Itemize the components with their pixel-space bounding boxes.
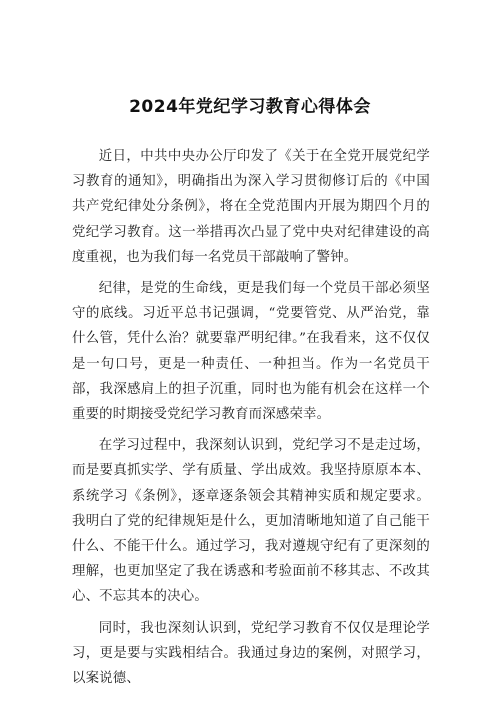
paragraph-4: 同时，我也深刻认识到，党纪学习教育不仅仅是理论学习，更是要与实践相结合。我通过身边的案例，对照学习，以案说德、 <box>72 620 430 687</box>
paragraph-3: 在学习过程中，我深刻认识到，党纪学习不是走过场，而是要真抓实学、学有质量、学出成效。我坚持原原本本、系统学习《条例》，逐章逐条领会其精神实质和规定要求。我明白了党的纪律规矩是什么，更加清晰地知道了自己能干什么、不能干什么。通过学习，我对遵规守纪有了更深刻的理解，也更加坚定了我在诱惑和考验面前不移其志、不改其心、不忘其本的决心。 <box>72 438 430 605</box>
document-body <box>72 144 430 697</box>
document-title: 2024年党纪学习教育心得体会 <box>129 97 371 117</box>
paragraph-2: 纪律，是党的生命线，更是我们每一个党员干部必须坚守的底线。习近平总书记强调，“党要管党、从严治党，靠什么管，凭什么治？就要靠严明纪律。”在我看来，这不仅仅是一句口号，更是一种责任、一种担当。作为一名党员干部，我深感肩上的担子沉重，同时也为能有机会在这样一个重要的时期接受党纪学习教育而深感荣幸。 <box>72 281 430 423</box>
paragraph-1: 近日，中共中央办公厅印发了《关于在全党开展党纪学习教育的通知》，明确指出为深入学习贯彻修订后的《中国共产党纪律处分条例》，将在全党范围内开展为期四个月的党纪学习教育。这一举措再次凸显了党中央对纪律建设的高度重视，也为我们每一名党员干部敲响了警钟。 <box>72 149 430 265</box>
